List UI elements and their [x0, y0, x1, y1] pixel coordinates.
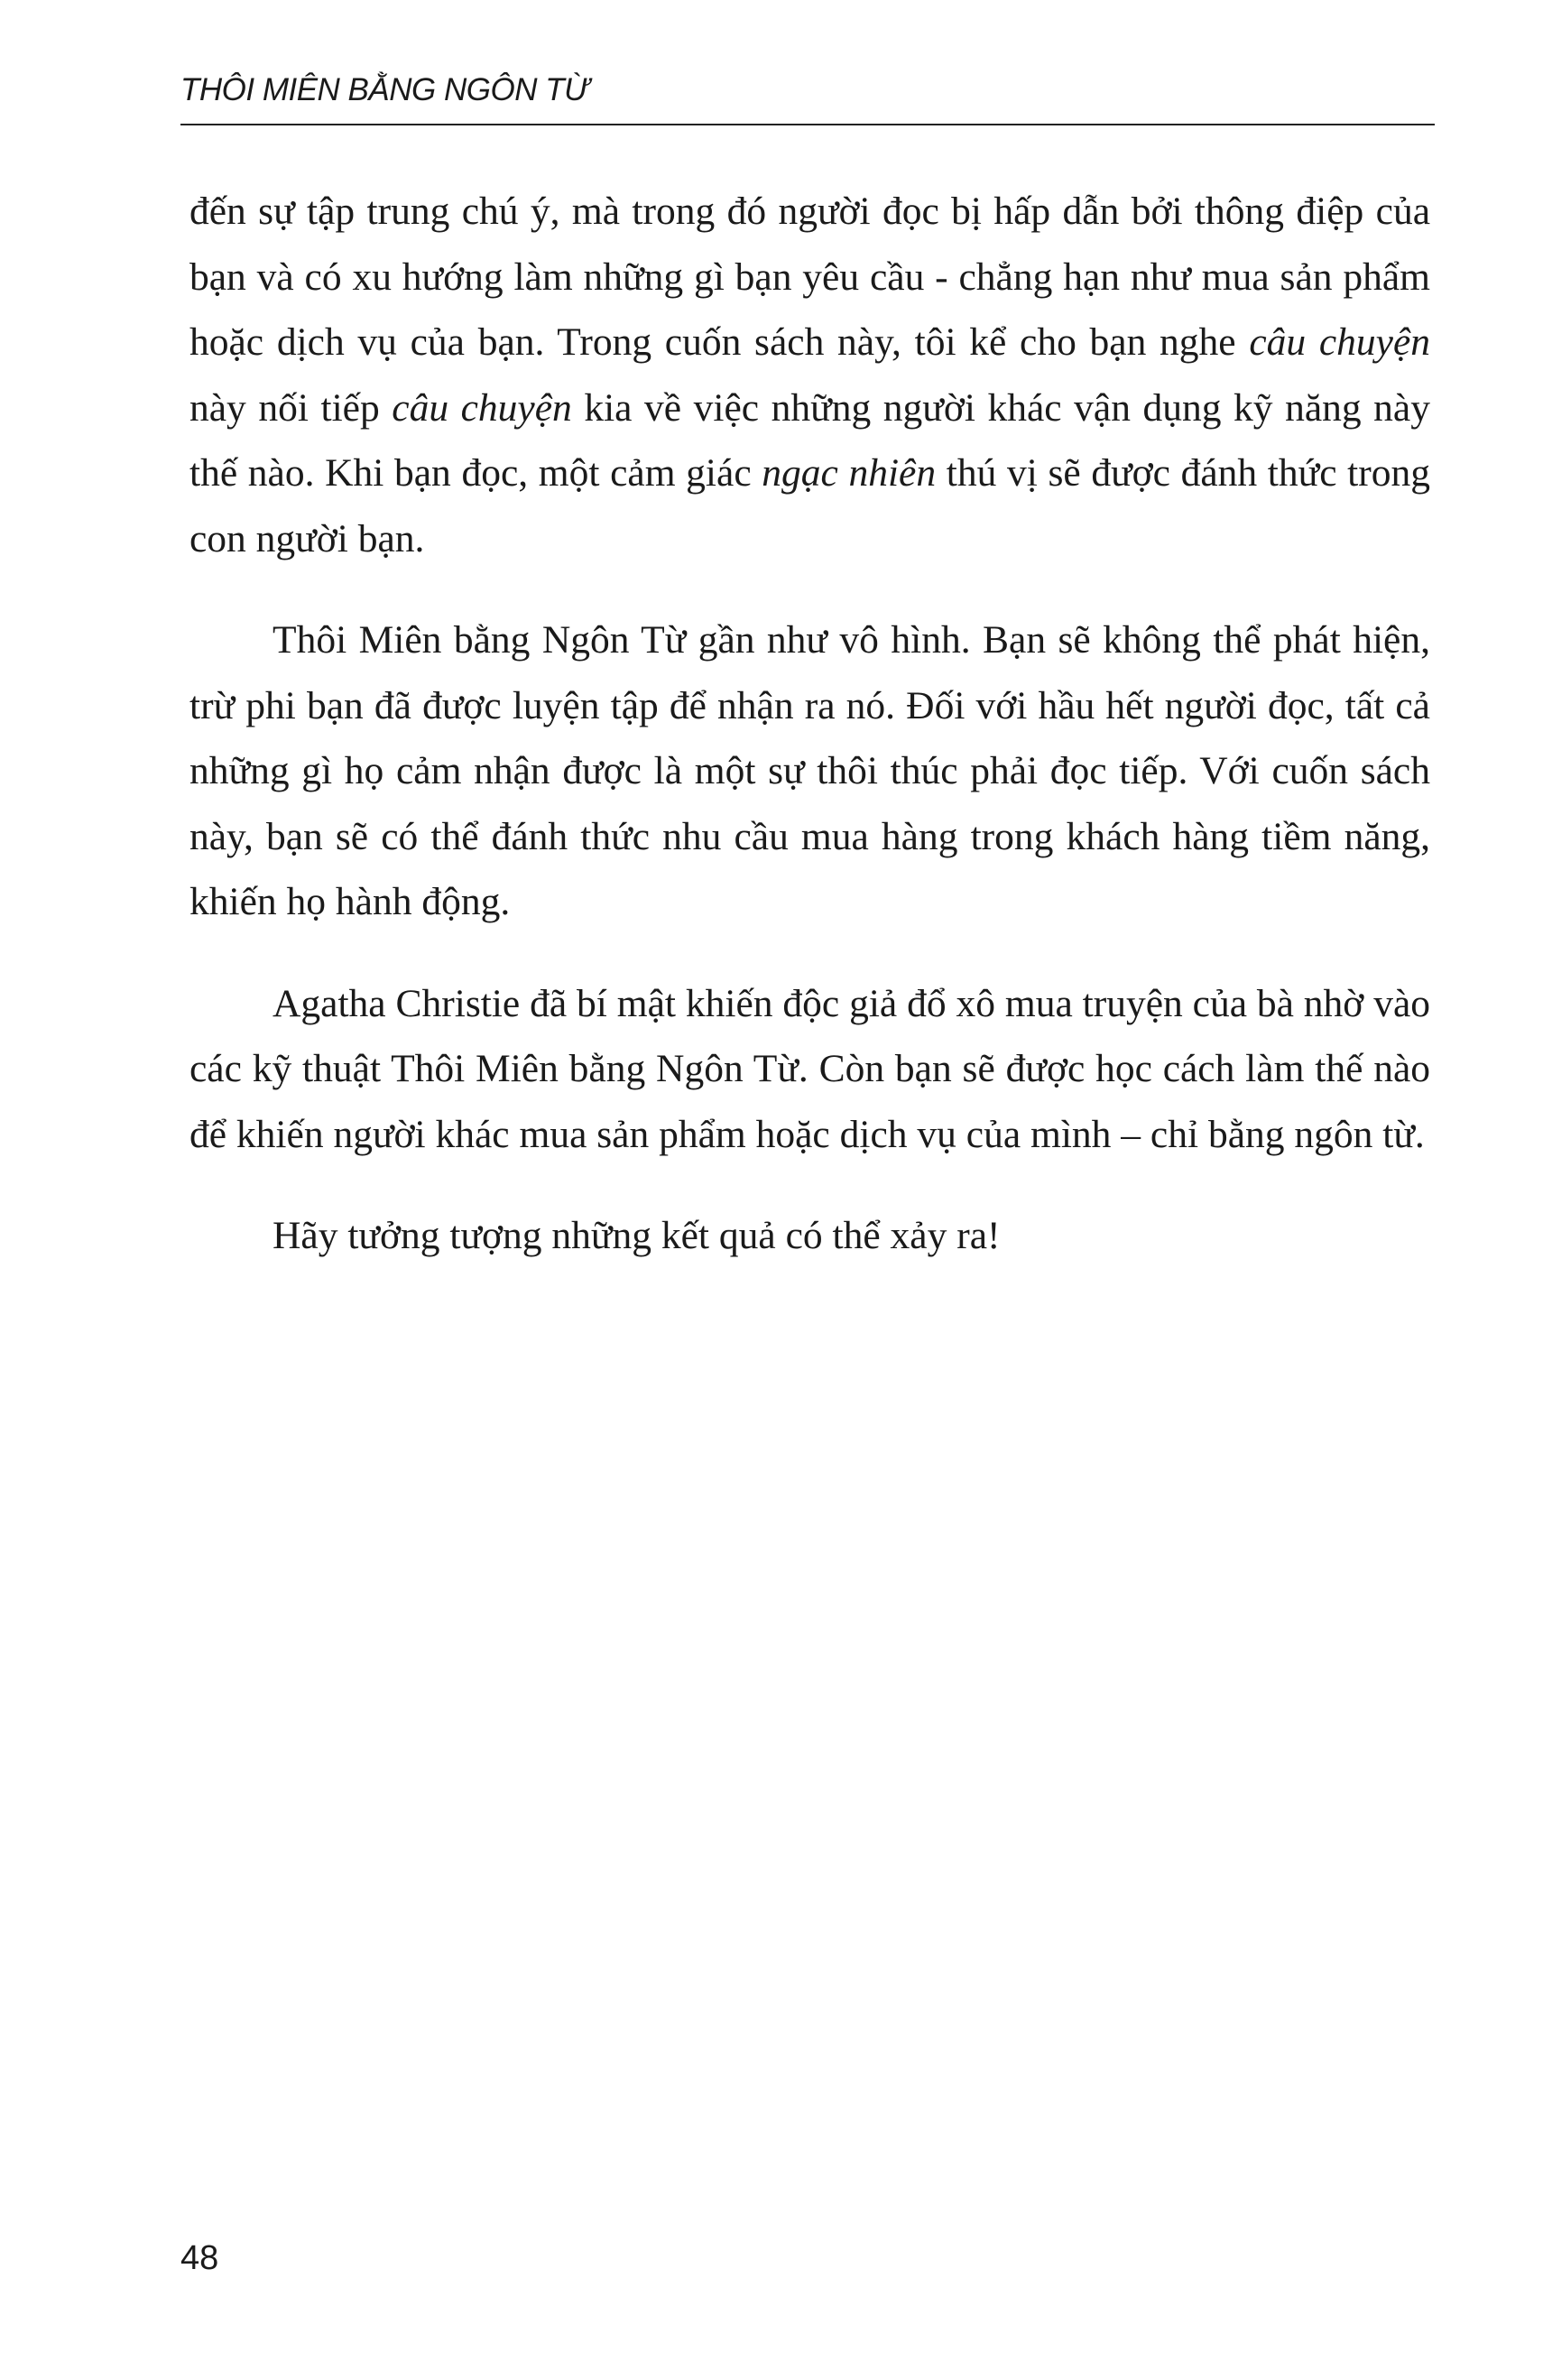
paragraph-1: [189, 179, 1430, 571]
paragraph-1-emphasis-2: câu chuyện: [392, 385, 572, 430]
paragraph-1-emphasis-3: ngạc nhiên: [762, 451, 937, 495]
paragraph-2: Thôi Miên bằng Ngôn Từ gần như vô hình. Bạn sẽ không thể phát hiện, trừ phi bạn đã được luyện tập để nhận ra nó. Đối với hầu hết người đọc, tất cả những gì họ cảm nhận được là một sự thôi thúc phải đọc tiếp. Với cuốn sách này, bạn sẽ có thể đánh thức nhu cầu mua hàng trong khách hàng tiềm năng, khiến họ hành động.: [189, 618, 1430, 923]
running-header-title: THÔI MIÊN BẰNG NGÔN TỪ: [180, 72, 589, 107]
header-rule: [180, 124, 1435, 125]
paragraph-1-text-1: đến sự tập trung chú ý, mà trong đó người đọc bị hấp dẫn bởi thông điệp của bạn và có xu hướng làm những gì bạn yêu cầu - chẳng hạn như mua sản phẩm hoặc dịch vụ của bạn. Trong cuốn sách này, tôi kể cho bạn nghe: [189, 190, 1430, 364]
paragraph-1-text-3: kia về việc những người khác vận dụng kỹ năng này thế nào. Khi bạn đọc, một cảm giác: [189, 385, 1430, 495]
page-number: 48: [180, 2239, 219, 2277]
paragraph-1-text-2: này nối tiếp: [189, 385, 393, 430]
body-text: [189, 179, 1430, 1269]
paragraph-1-text-4: thú vị sẽ được đánh thức trong con người bạn.: [189, 451, 1430, 560]
paragraph-1-emphasis-1: câu chuyện: [1249, 320, 1430, 364]
paragraph-3: Agatha Christie đã bí mật khiến độc giả đổ xô mua truyện của bà nhờ vào các kỹ thuật Thôi Miên bằng Ngôn Từ. Còn bạn sẽ được học cách làm thế nào để khiến người khác mua sản phẩm hoặc dịch vụ của mình – chỉ bằng ngôn từ.: [189, 981, 1430, 1156]
paragraph-4: Hãy tưởng tượng những kết quả có thể xảy ra!: [273, 1214, 1001, 1257]
